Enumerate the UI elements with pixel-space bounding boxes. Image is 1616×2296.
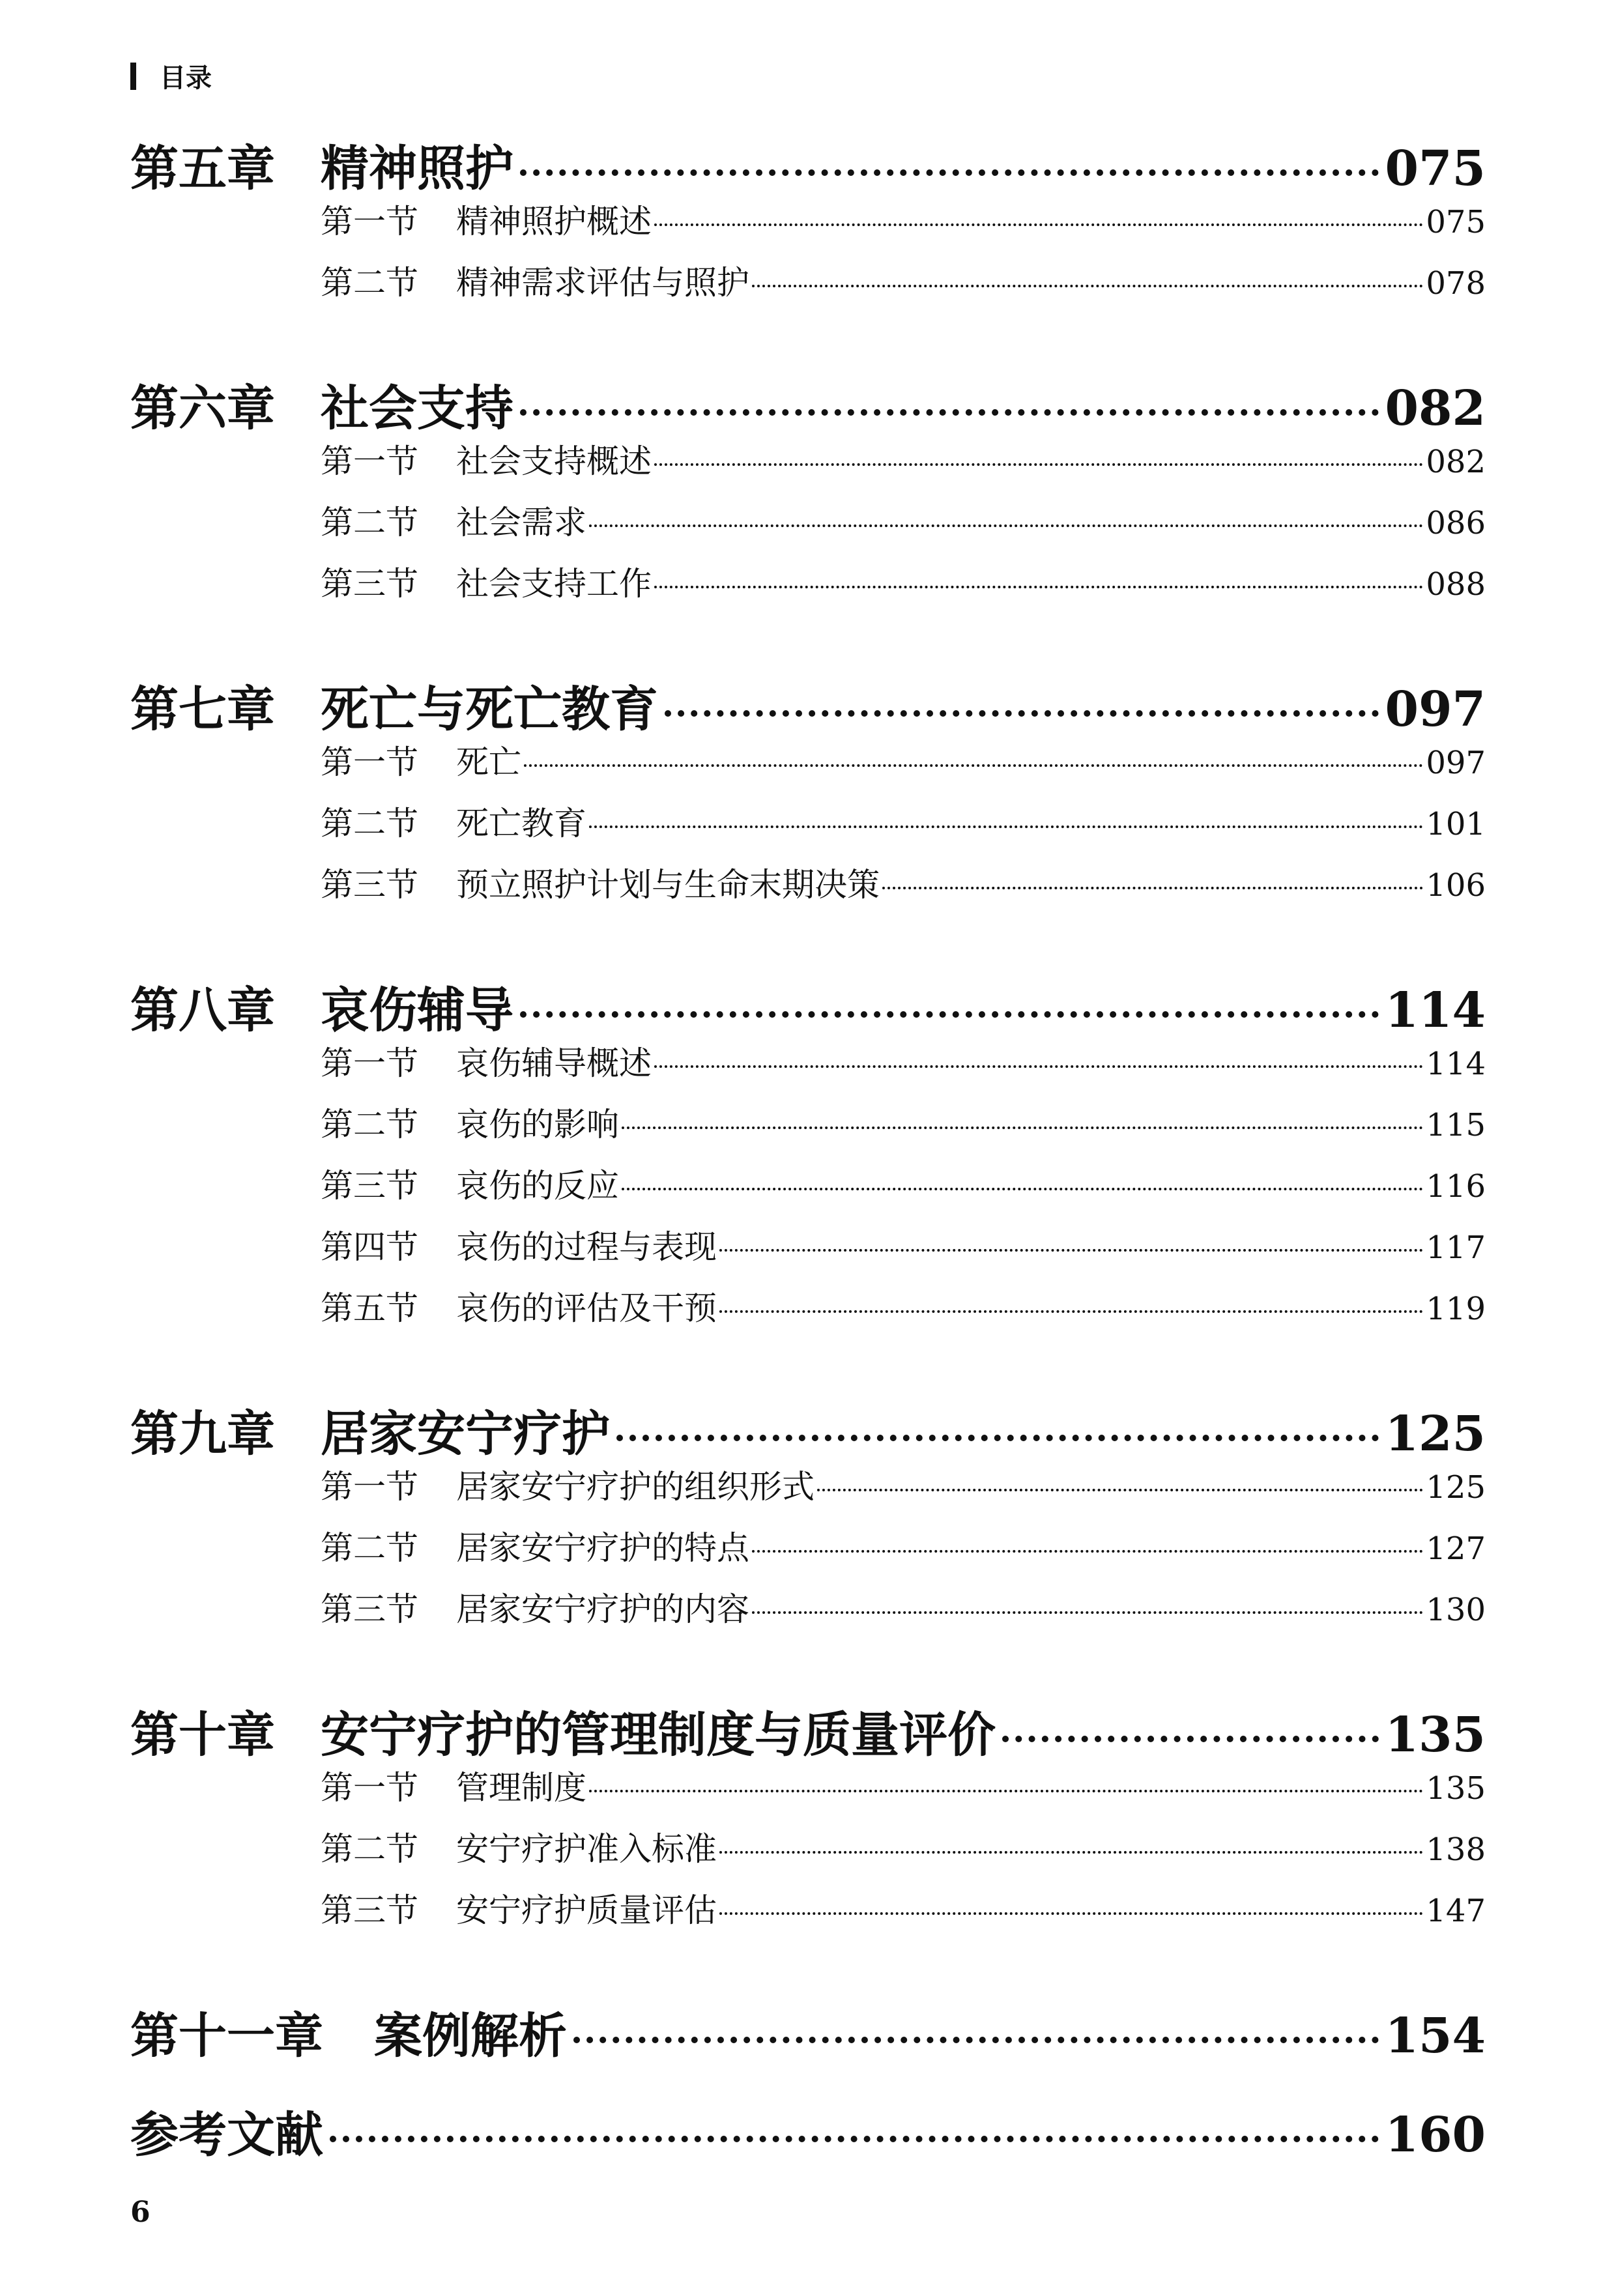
header-title: 目录 [160, 63, 212, 93]
section-page: 119 [1426, 1291, 1486, 1327]
chapter-page: 114 [1385, 983, 1486, 1039]
section-page: 127 [1426, 1530, 1486, 1567]
section-row[interactable] [321, 1461, 1486, 1522]
section-page: 082 [1426, 444, 1486, 480]
dot-leader [817, 1489, 1423, 1491]
section-title: 哀伤的反应 [456, 1167, 619, 1205]
chapter-row[interactable] [130, 972, 1486, 1037]
dot-leader [719, 1310, 1423, 1313]
dot-leader [573, 2037, 1379, 2043]
chapter-row[interactable] [130, 370, 1486, 435]
header-bar [130, 63, 136, 90]
dot-leader [654, 586, 1423, 588]
chapter-row[interactable] [130, 671, 1486, 736]
section-row[interactable] [321, 496, 1486, 558]
section-number: 第一节 [321, 1769, 418, 1807]
section-number: 第二节 [321, 805, 418, 842]
section-row[interactable] [321, 257, 1486, 318]
section-title: 居家安宁疗护的特点 [456, 1529, 749, 1567]
section-page: 114 [1426, 1046, 1486, 1082]
chapter-title: 居家安宁疗护 [321, 1406, 610, 1462]
section-number: 第三节 [321, 866, 418, 904]
section-title: 安宁疗护准入标准 [456, 1830, 717, 1868]
chapter-title: 社会支持 [321, 380, 513, 437]
section-page: 088 [1426, 566, 1486, 603]
section-title: 社会支持工作 [456, 565, 652, 603]
chapter-entry [130, 1396, 1486, 1644]
chapter-number: 第七章 [130, 682, 275, 738]
section-title: 死亡 [456, 743, 521, 781]
section-row[interactable] [321, 1522, 1486, 1583]
section-row[interactable] [321, 195, 1486, 257]
chapter-number: 第八章 [130, 983, 275, 1039]
section-title: 居家安宁疗护的内容 [456, 1590, 749, 1628]
chapter-row[interactable] [130, 1396, 1486, 1461]
chapter-number: 第五章 [130, 141, 275, 197]
chapter-entry [130, 370, 1486, 619]
dot-leader [524, 764, 1423, 767]
dot-leader [654, 463, 1423, 466]
section-page: 115 [1426, 1107, 1486, 1143]
chapter-number: 第十章 [130, 1707, 275, 1763]
section-title: 死亡教育 [456, 805, 586, 842]
section-number: 第三节 [321, 565, 418, 603]
dot-leader [752, 1550, 1423, 1553]
section-row[interactable] [321, 1823, 1486, 1884]
section-page: 075 [1426, 204, 1486, 240]
chapter-page: 075 [1385, 141, 1486, 197]
references-entry [130, 2097, 1486, 2162]
chapter-row[interactable] [130, 1697, 1486, 1762]
section-page: 116 [1426, 1168, 1486, 1205]
references-title: 参考文献 [130, 2107, 323, 2163]
dot-leader [665, 710, 1379, 717]
section-number: 第一节 [321, 203, 418, 240]
section-page: 086 [1426, 505, 1486, 541]
section-title: 哀伤辅导概述 [456, 1044, 652, 1082]
section-number: 第二节 [321, 504, 418, 541]
section-number: 第三节 [321, 1590, 418, 1628]
section-title: 社会需求 [456, 504, 586, 541]
section-page: 106 [1426, 867, 1486, 904]
section-page: 078 [1426, 265, 1486, 302]
section-row[interactable] [321, 736, 1486, 797]
chapter-page: 154 [1385, 2008, 1486, 2064]
references-page: 160 [1385, 2107, 1486, 2163]
dot-leader [589, 825, 1423, 828]
dot-leader [752, 1611, 1423, 1614]
section-page: 097 [1426, 745, 1486, 781]
chapter-entry [130, 1998, 1486, 2063]
section-title: 精神照护概述 [456, 203, 652, 240]
dot-leader [589, 524, 1423, 527]
dot-leader [520, 1011, 1379, 1018]
chapter-page: 097 [1385, 682, 1486, 738]
section-title: 哀伤的评估及干预 [456, 1289, 717, 1327]
dot-leader [654, 1065, 1423, 1068]
section-title: 哀伤的影响 [456, 1106, 619, 1143]
dot-leader [616, 1435, 1379, 1441]
section-row[interactable] [321, 1884, 1486, 1945]
chapter-title: 死亡与死亡教育 [321, 682, 658, 738]
section-title: 预立照护计划与生命末期决策 [456, 866, 880, 904]
dot-leader [520, 409, 1379, 416]
table-of-contents [130, 130, 1486, 2214]
section-page: 101 [1426, 806, 1486, 842]
section-page: 135 [1426, 1770, 1486, 1807]
section-title: 居家安宁疗护的组织形式 [456, 1468, 815, 1506]
section-row[interactable] [321, 1037, 1486, 1098]
dot-leader [589, 1790, 1423, 1792]
dot-leader [719, 1851, 1423, 1854]
section-page: 130 [1426, 1592, 1486, 1628]
section-number: 第一节 [321, 743, 418, 781]
running-header [130, 57, 212, 94]
dot-leader [622, 1126, 1423, 1129]
section-page: 125 [1426, 1469, 1486, 1506]
section-number: 第三节 [321, 1167, 418, 1205]
section-number: 第二节 [321, 1830, 418, 1868]
section-page: 117 [1426, 1229, 1486, 1266]
chapter-entry [130, 130, 1486, 318]
section-number: 第一节 [321, 1044, 418, 1082]
section-number: 第四节 [321, 1228, 418, 1266]
section-row[interactable] [321, 435, 1486, 496]
chapter-number: 第十一章 [130, 2008, 323, 2064]
page-number: 6 [130, 2196, 151, 2229]
chapter-row[interactable] [130, 130, 1486, 195]
dot-leader [719, 1912, 1423, 1915]
chapter-page: 082 [1385, 380, 1486, 437]
chapter-page: 135 [1385, 1707, 1486, 1763]
section-title: 精神需求评估与照护 [456, 264, 749, 302]
dot-leader [882, 887, 1423, 889]
dot-leader [330, 2136, 1379, 2142]
dot-leader [752, 285, 1423, 287]
chapter-title: 哀伤辅导 [321, 983, 513, 1039]
section-row[interactable] [321, 797, 1486, 859]
section-row[interactable] [321, 1583, 1486, 1644]
section-number: 第五节 [321, 1289, 418, 1327]
chapter-title: 安宁疗护的管理制度与质量评价 [321, 1707, 996, 1763]
chapter-page: 125 [1385, 1406, 1486, 1462]
dot-leader [719, 1249, 1423, 1252]
chapter-number: 第九章 [130, 1406, 275, 1462]
section-number: 第三节 [321, 1891, 418, 1929]
chapter-title: 精神照护 [321, 141, 513, 197]
section-number: 第二节 [321, 1529, 418, 1567]
section-title: 哀伤的过程与表现 [456, 1228, 717, 1266]
section-row[interactable] [321, 558, 1486, 619]
chapter-entry [130, 972, 1486, 1343]
section-number: 第二节 [321, 1106, 418, 1143]
references-row[interactable] [130, 2097, 1486, 2162]
dot-leader [1002, 1736, 1379, 1742]
dot-leader [622, 1188, 1423, 1190]
chapter-row[interactable] [130, 1998, 1486, 2063]
section-row[interactable] [321, 1762, 1486, 1823]
section-title: 管理制度 [456, 1769, 586, 1807]
section-row[interactable] [321, 1282, 1486, 1343]
section-number: 第一节 [321, 1468, 418, 1506]
chapter-entry [130, 1697, 1486, 1945]
section-row[interactable] [321, 1098, 1486, 1160]
section-page: 138 [1426, 1831, 1486, 1868]
chapter-entry [130, 671, 1486, 920]
chapter-title: 案例解析 [374, 2008, 567, 2064]
section-row[interactable] [321, 1160, 1486, 1221]
section-title: 安宁疗护质量评估 [456, 1891, 717, 1929]
section-number: 第一节 [321, 442, 418, 480]
section-row[interactable] [321, 859, 1486, 920]
dot-leader [654, 223, 1423, 226]
section-title: 社会支持概述 [456, 442, 652, 480]
section-row[interactable] [321, 1221, 1486, 1282]
chapter-number: 第六章 [130, 380, 275, 437]
section-number: 第二节 [321, 264, 418, 302]
dot-leader [520, 169, 1379, 176]
section-page: 147 [1426, 1893, 1486, 1929]
